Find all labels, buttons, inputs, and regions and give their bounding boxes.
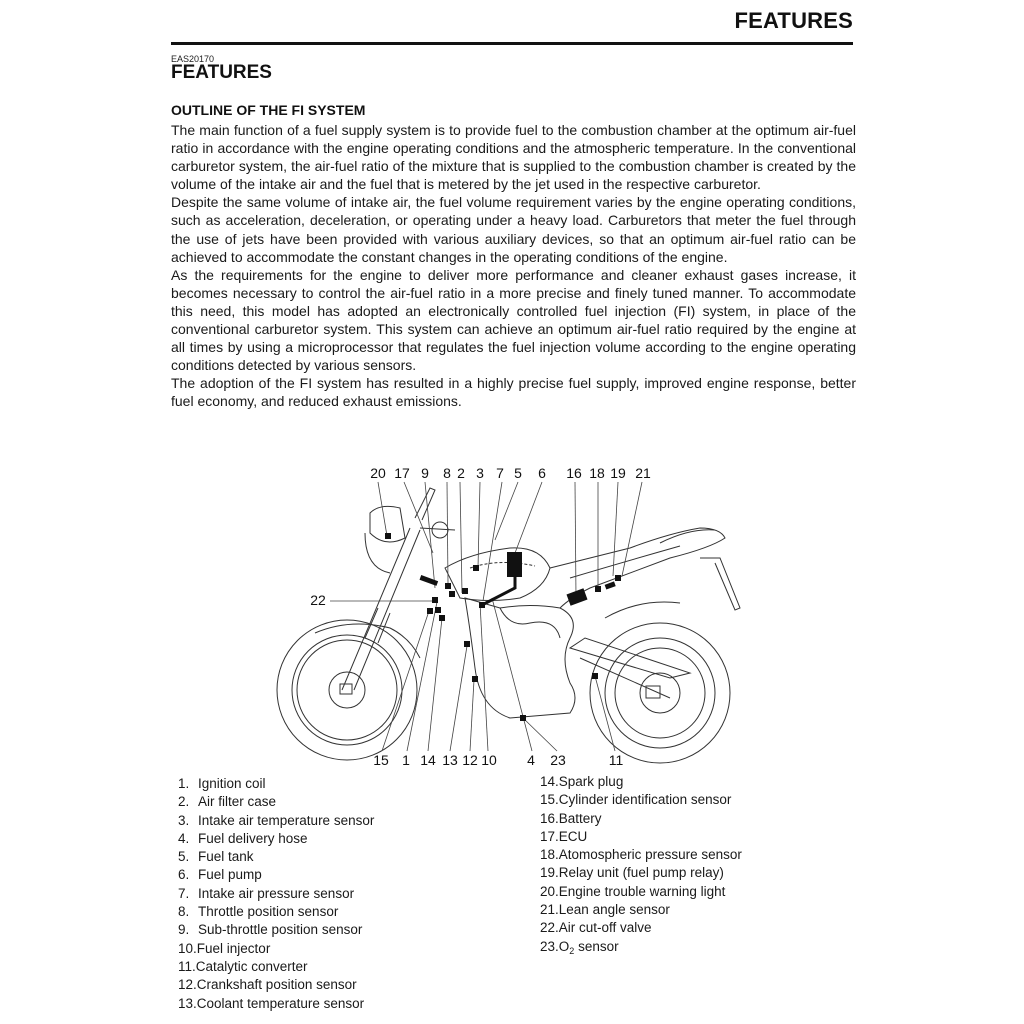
callout-number: 14 [420,752,436,768]
marker-air-cutoff-strip [420,575,439,586]
marker-intake-temp [473,565,479,571]
callout-number: 13 [442,752,458,768]
callout-number: 18 [589,465,605,481]
legend-item: 8. Throttle position sensor [178,904,339,920]
marker-battery [566,588,587,605]
callout-number: 12 [462,752,478,768]
paragraph: Despite the same volume of intake air, the fuel volume requirement varies by the engine operating conditions, such as acceleration, deceleration, or operating under a heavy load. Carburetors that meter the fuel through the use of jets have been provided with various auxiliary devices, so that an optimum air-fuel ratio can be achieved to accommodate the constant changes in the operating conditions of the engine. [171,194,856,265]
marker-throttle [445,583,451,589]
legend-item: 3. Intake air temperature sensor [178,812,375,828]
marker-lean-angle [615,575,621,581]
callout-number: 9 [421,465,429,481]
callout-number: 19 [610,465,626,481]
legend-item: 22.Air cut-off valve [540,920,652,936]
legend-item: 20.Engine trouble warning light [540,883,726,899]
callout-number: 5 [514,465,522,481]
callout-number: 1 [402,752,410,768]
callout-number: 16 [566,465,582,481]
legend-item: 18.Atomospheric pressure sensor [540,847,742,863]
legend-item: 4. Fuel delivery hose [178,830,308,846]
page-header-title: FEATURES [734,8,853,33]
section-title: FEATURES [171,62,272,83]
legend-item: $23.O_2$ sensor [540,938,619,956]
marker-atmospheric [595,586,601,592]
front-rim [292,635,402,745]
callout-number: 15 [373,752,389,768]
fuel-delivery-hose [482,577,515,605]
callout-number: 4 [527,752,535,768]
subsection-title: OUTLINE OF THE FI SYSTEM [171,102,366,118]
legend-item: 10.Fuel injector [178,940,271,956]
legend-item: 14.Spark plug [540,774,624,789]
legend-item: 2. Air filter case [178,794,277,810]
marker-fuel-pump [507,552,522,577]
marker-ignition-coil [427,608,433,614]
legend-item: 21.Lean angle sensor [540,902,670,918]
callout-number: 17 [394,465,410,481]
marker-o2 [520,715,526,721]
legend-item: 11.Catalytic converter [178,958,308,974]
legend-item: 7. Intake air pressure sensor [178,885,355,901]
callout-number: 8 [443,465,451,481]
legend-item: 15.Cylinder identification sensor [540,792,732,808]
legend-item: 1. Ignition coil [178,776,266,791]
callout-number: 6 [538,465,546,481]
body-text [171,121,856,411]
callout-number: 20 [370,465,386,481]
marker-cyl-id [439,615,445,621]
marker-air-cutoff [432,597,438,603]
legend-item: 6. Fuel pump [178,867,262,883]
legend-item: 13.Coolant temperature sensor [178,995,365,1011]
legend-item: 12.Crankshaft position sensor [178,977,357,993]
section-code: EAS20170 [171,54,215,64]
marker-spark-plug [435,607,441,613]
marker-catalytic [592,673,598,679]
paragraph: The main function of a fuel supply system is to provide fuel to the combustion chamber at the optimum air-fuel ratio in accordance with the engine operating conditions and the atmospheric temperature. In the conventional carburetor system, the air-fuel ratio of the mixture that is supplied to the combustion chamber is created by the volume of the intake air and the fuel that is metered by the jet used in the respective carburetor. [171,122,856,193]
legend-item: 17.ECU [540,828,588,844]
marker-coolant [464,641,470,647]
callout-number: 11 [608,752,624,768]
legend-left [178,775,374,1013]
callout-number: 21 [635,465,651,481]
callout-number: 22 [310,592,326,608]
front-tire [277,620,417,760]
marker-crankshaft [472,676,478,682]
marker-intake-pressure [479,602,485,608]
legend-item: 5. Fuel tank [178,849,254,865]
paragraph: The adoption of the FI system has resulted in a highly precise fuel supply, improved engine response, better fuel economy, and reduced exhaust emissions. [171,375,856,410]
legend-item: 19.Relay unit (fuel pump relay) [540,865,724,881]
paragraph: As the requirements for the engine to deliver more performance and cleaner exhaust gases increase, it becomes necessary to control the air-fuel ratio in a more precise and finely tuned manner. To accommodate this need, this model has adopted an electronically controlled fuel injection (FI) system, in place of the conventional carburetor system. This system can achieve an optimum air-fuel ratio required by the engine at all times by using a microprocessor that regulates the fuel injection volume according to the engine operating conditions detected by various sensors. [171,266,856,374]
marker-injector [462,588,468,594]
legend-right [540,773,742,960]
legend-item: 9. Sub-throttle position sensor [178,922,363,938]
legend-item: 16.Battery [540,810,602,826]
fi-system-diagram [270,458,770,773]
marker-sub-throttle [449,591,455,597]
callout-number: 7 [496,465,504,481]
motorcycle-illustration [270,458,770,773]
marker-relay [605,581,616,589]
callout-number: 10 [481,752,497,768]
callout-number: 23 [550,752,566,768]
callout-number: 2 [457,465,465,481]
callout-number: 3 [476,465,484,481]
header-rule [171,42,853,45]
marker-engine-warning-light [385,533,391,539]
